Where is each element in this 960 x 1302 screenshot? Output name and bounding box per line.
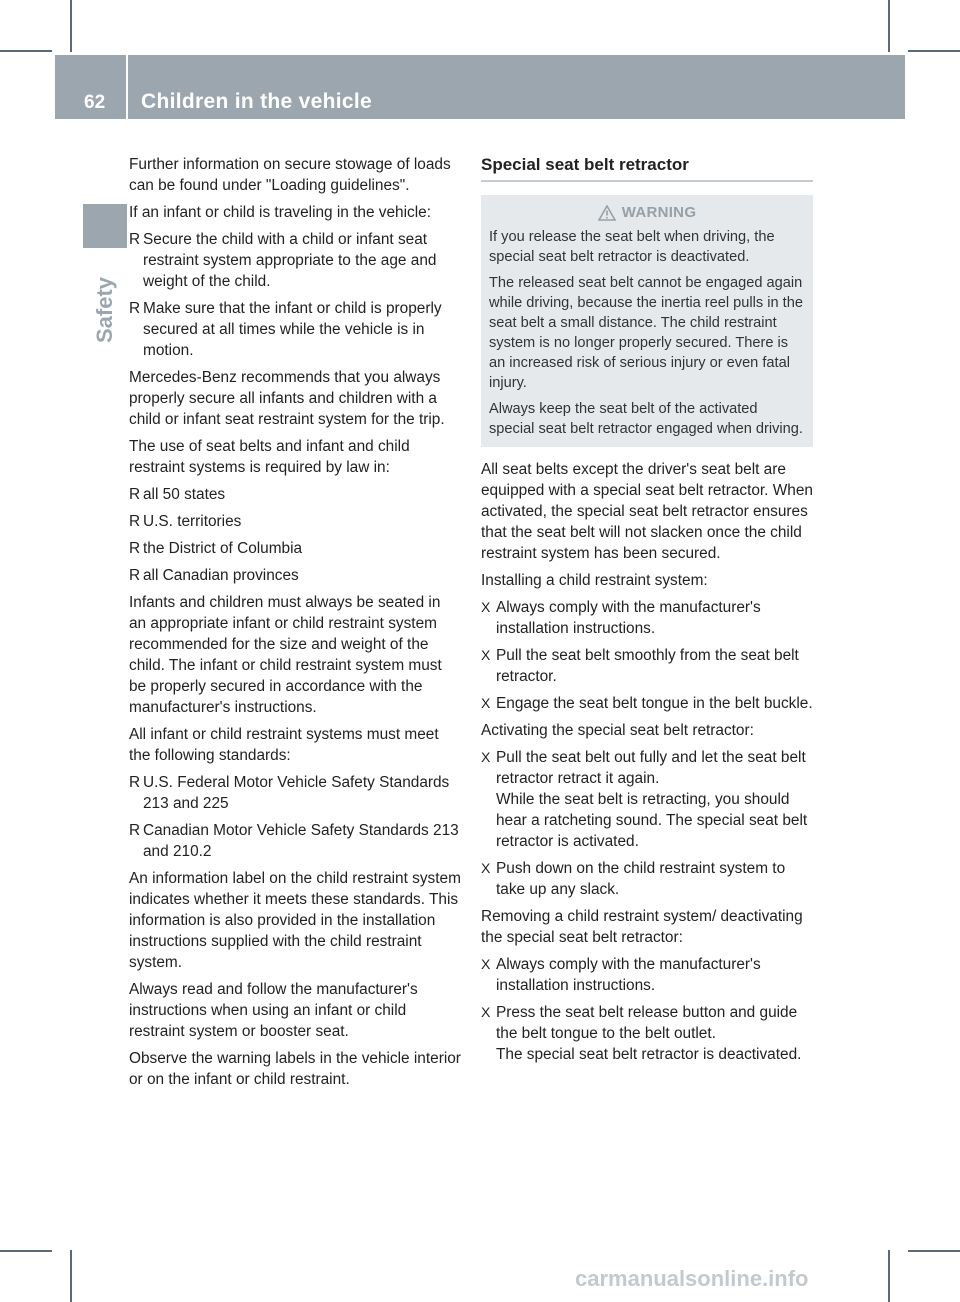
- paragraph: The use of seat belts and infant and child restraint systems is required by law in:: [129, 438, 410, 476]
- paragraph: An information label on the child restraint system indicates whether it meets these standards. This information is also provided in the installation instructions supplied with the child restraint system.: [129, 870, 461, 971]
- step-marker: X: [481, 956, 491, 972]
- right-column: [481, 154, 813, 1071]
- step-item: X Push down on the child restraint system to take up any slack.: [481, 860, 786, 898]
- list-item: R Secure the child with a child or infant seat restraint system appropriate to the age and weight of the child.: [129, 231, 437, 290]
- bullet-marker: R: [129, 774, 141, 791]
- paragraph: Always read and follow the manufacturer's instructions when using an infant or child restraint system or booster seat.: [129, 981, 418, 1040]
- warning-text: Always keep the seat belt of the activated special seat belt retractor engaged when driving.: [489, 401, 803, 437]
- paragraph: Infants and children must always be seated in an appropriate infant or child restraint system recommended for the size and weight of the child. The infant or child restraint system must be properly secured in accordance with the manufacturer's instructions.: [129, 594, 442, 716]
- step-item: X Pull the seat belt smoothly from the seat belt retractor.: [481, 647, 799, 685]
- warning-triangle-icon: [598, 205, 616, 221]
- step-marker: X: [481, 647, 491, 663]
- crop-mark: [908, 50, 960, 52]
- crop-mark: [70, 0, 72, 52]
- step-result: The special seat belt retractor is deactivated.: [496, 1046, 802, 1063]
- warning-title: WARNING: [621, 204, 697, 221]
- paragraph: Mercedes-Benz recommends that you always properly secure all infants and children with a child or infant seat restraint system for the trip.: [129, 369, 445, 428]
- watermark: carmanualsonline.info: [575, 1266, 809, 1291]
- paragraph: All seat belts except the driver's seat belt are equipped with a special seat belt retractor. When activated, the special seat belt retractor ensures that the seat belt will not slacken once the child restraint system has been secured.: [481, 461, 813, 562]
- crop-mark: [0, 1250, 52, 1252]
- paragraph: Observe the warning labels in the vehicle interior or on the infant or child restraint.: [129, 1050, 461, 1088]
- list-item: R all Canadian provinces: [129, 567, 299, 584]
- list-item: R Canadian Motor Vehicle Safety Standards 213 and 210.2: [129, 822, 459, 860]
- bullet-marker: R: [129, 513, 141, 530]
- step-marker: X: [481, 599, 491, 615]
- section-tab: [83, 204, 127, 248]
- paragraph: Activating the special seat belt retractor:: [481, 722, 754, 739]
- bullet-marker: R: [129, 300, 141, 317]
- left-column: [129, 154, 461, 1096]
- step-item: X Always comply with the manufacturer's installation instructions.: [481, 956, 761, 994]
- warning-text: If you release the seat belt when driving, the special seat belt retractor is deactivated.: [489, 229, 775, 265]
- step-item: X Always comply with the manufacturer's installation instructions.: [481, 599, 761, 637]
- bullet-marker: R: [129, 822, 141, 839]
- crop-mark: [888, 1250, 890, 1302]
- crop-mark: [908, 1250, 960, 1252]
- step-item: X Engage the seat belt tongue in the belt buckle.: [481, 695, 813, 712]
- paragraph: All infant or child restraint systems must meet the following standards:: [129, 726, 439, 764]
- step-result: While the seat belt is retracting, you should hear a ratcheting sound. The special seat belt retractor is activated.: [496, 791, 808, 850]
- warning-box: [481, 195, 813, 447]
- step-marker: X: [481, 695, 491, 711]
- list-item: R U.S. territories: [129, 513, 242, 530]
- page-number: 62: [84, 92, 106, 113]
- list-item: R the District of Columbia: [129, 540, 303, 557]
- paragraph: If an infant or child is traveling in the vehicle:: [129, 204, 431, 221]
- list-item: R Make sure that the infant or child is properly secured at all times while the vehicle is in motion.: [129, 300, 442, 359]
- crop-mark: [888, 0, 890, 52]
- step-item: X Press the seat belt release button and guide the belt tongue to the belt outlet. The special seat belt retractor is deactivated.: [481, 1004, 802, 1063]
- bullet-marker: R: [129, 567, 141, 584]
- chapter-title: Children in the vehicle: [141, 90, 372, 113]
- bullet-marker: R: [129, 231, 141, 248]
- step-marker: X: [481, 749, 491, 765]
- section-label: Safety: [92, 276, 117, 343]
- list-item: R U.S. Federal Motor Vehicle Safety Standards 213 and 225: [129, 774, 450, 812]
- bullet-marker: R: [129, 540, 141, 557]
- warning-header: [489, 203, 805, 223]
- crop-mark: [0, 50, 52, 52]
- bullet-marker: R: [129, 486, 141, 503]
- paragraph: Further information on secure stowage of loads can be found under "Loading guidelines".: [129, 156, 451, 194]
- header-separator: [126, 55, 128, 119]
- step-marker: X: [481, 1004, 491, 1020]
- warning-text: The released seat belt cannot be engaged again while driving, because the inertia reel pulls in the seat belt a small distance. The child restraint system is no longer properly secured. There is an increased risk of serious injury or even fatal injury.: [489, 275, 803, 391]
- paragraph: Removing a child restraint system/ deactivating the special seat belt retractor:: [481, 908, 803, 946]
- section-heading: Special seat belt retractor: [481, 154, 813, 182]
- crop-mark: [70, 1250, 72, 1302]
- list-item: R all 50 states: [129, 486, 226, 503]
- step-marker: X: [481, 860, 491, 876]
- step-item: X Pull the seat belt out fully and let the seat belt retractor retract it again. While the seat belt is retracting, you should hear a ratcheting sound. The special seat belt retractor is activated.: [481, 749, 808, 850]
- paragraph: Installing a child restraint system:: [481, 572, 708, 589]
